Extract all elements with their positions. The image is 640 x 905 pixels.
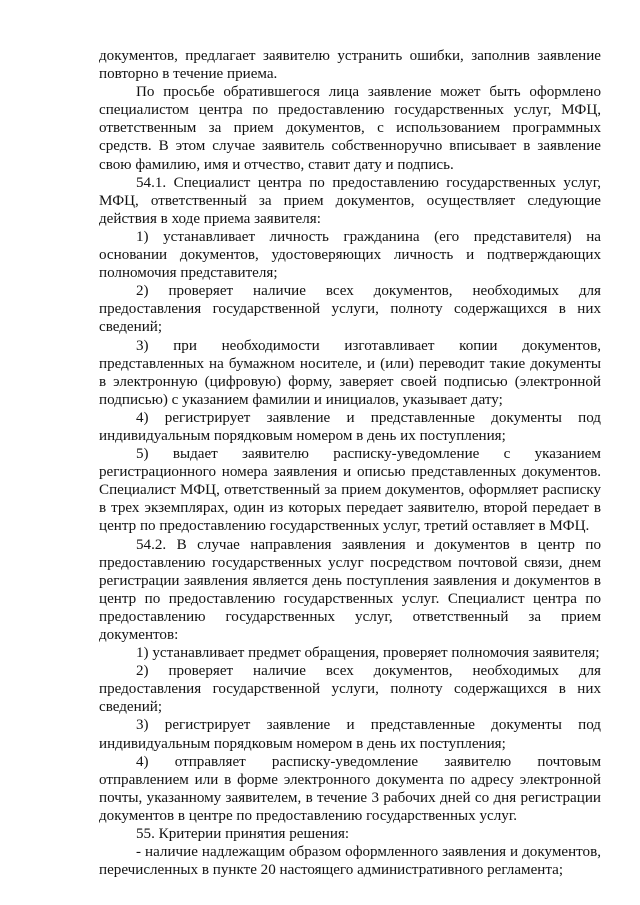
list-item-55-criterion-1: - наличие надлежащим образом оформленного заявления и документов, перечисленных в пункте 20 настоящего административного регламента; xyxy=(99,844,601,879)
list-item-54-2-1: 1) устанавливает предмет обращения, проверяет полномочия заявителя; xyxy=(136,645,600,662)
list-item-54-1-3: 3) при необходимости изготавливает копии документов, представленных на бумажном носителе, и (или) переводит такие документы в электронную (цифровую) форму, заверяет своей подписью (электронной подписью) с указанием фамилии и инициалов, указывает дату; xyxy=(99,337,601,408)
paragraph-54-1: 54.1. Специалист центра по предоставлению государственных услуг, МФЦ, ответственный за прием документов, осуществляет следующие действия в ходе приема заявителя: xyxy=(99,174,601,227)
list-item-54-2-4: 4) отправляет расписку-уведомление заявителю почтовым отправлением или в форме электронного документа по адресу электронной почты, указанному заявителем, в течение 3 рабочих дней со дня регистрации документов в центре по предоставлению государственных услуг. xyxy=(99,753,601,824)
list-item-54-1-2: 2) проверяет наличие всех документов, необходимых для предоставления государственной услуги, полноту содержащихся в них сведений; xyxy=(99,283,601,336)
paragraph-continuation: документов, предлагает заявителю устранить ошибки, заполнив заявление повторно в течение приема. xyxy=(99,48,601,83)
paragraph-54-2: 54.2. В случае направления заявления и документов в центр по предоставлению государственных услуг посредством почтовой связи, днем регистрации заявления является день поступления заявления и документов в центр по предоставлению государственных услуг. Специалист центра по предоставлению государственных услуг, ответственный за прием документов: xyxy=(99,536,601,643)
list-item-54-1-4: 4) регистрирует заявление и представленные документы под индивидуальным порядковым номером в день их поступления; xyxy=(99,409,601,444)
list-item-54-2-3: 3) регистрирует заявление и представленные документы под индивидуальным порядковым номером в день их поступления; xyxy=(99,717,601,752)
paragraph-form-by-specialist: По просьбе обратившегося лица заявление может быть оформлено специалистом центра по предоставлению государственных услуг, МФЦ, ответственным за прием документов, с использованием программных средств. В этом случае заявитель собственноручно вписывает в заявление свою фамилию, имя и отчество, ставит дату и подпись. xyxy=(99,84,601,173)
paragraph-55-heading: 55. Критерии принятия решения: xyxy=(136,826,350,843)
list-item-54-2-2: 2) проверяет наличие всех документов, необходимых для предоставления государственной услуги, полноту содержащихся в них сведений; xyxy=(99,663,601,716)
list-item-54-1-1: 1) устанавливает личность гражданина (его представителя) на основании документов, удостоверяющих личность и подтверждающих полномочия представителя; xyxy=(99,228,601,282)
list-item-54-1-5: 5) выдает заявителю расписку-уведомление с указанием регистрационного номера заявления и описью представленных документов. Специалист МФЦ, ответственный за прием документов, оформляет расписку в трех экземплярах, один из которых передает заявителю, второй передает в центр по предоставлению государственных услуг, третий оставляет в МФЦ. xyxy=(99,446,601,535)
